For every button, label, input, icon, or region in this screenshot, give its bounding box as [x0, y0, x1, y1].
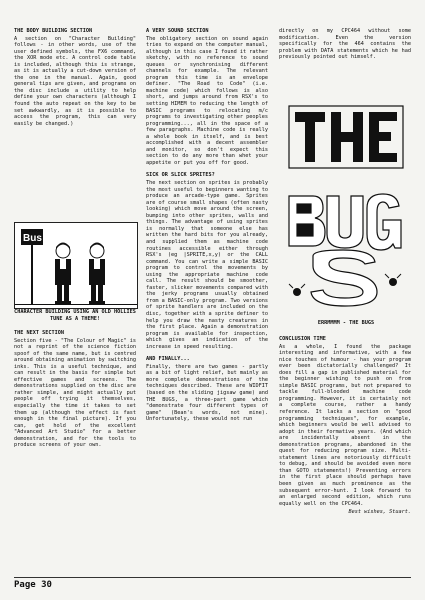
heading-body-building: THE BODY BUILDING SECTION [14, 28, 93, 34]
bus-stop-drawing [15, 223, 137, 308]
the-bugs-artwork [283, 96, 409, 316]
heading-and-finally: AND FINALLY... [146, 356, 190, 363]
heading-conclusion: CONCLUSION TIME [279, 336, 326, 342]
bus-stop-illustration [14, 222, 138, 309]
para-continued: directly on my CPC464 without some modification. Even the version specifically for the 464 contains the problem with DATA statements which he had previously pointed out himself. [279, 28, 411, 61]
para-next-section: Section five - "The Colour of Magic" is not a reprint of the science fiction spoof of the same name, but is centred around obtaining animation by switching inks. This is a useful technique, and can result in the basis for simple but effective games and screens. The demonstrations supplied on the disc are rather simple, and might actually put people off trying it themselves, especially the time it takes to set them up (although the effect is fast enough in the final picture). If you can, get hold of the excellent "Advanced Art Studio" for a better demonstration, and for the tools to produce screens of your own. [14, 337, 136, 449]
column-3-body [279, 336, 411, 516]
para-sprites: The next section on sprites is probably the most useful to beginners wanting to produce an arcade-type game. Sprites are of course small shapes (often nasty looking) which move around the screen, bumping into other sprites, walls and things. The advantage of using sprites is normally that someone else has written the hard bits for you already, and supplied them as machine code routines accessible either through RSX's (eg |SPRITE,x,y) or the CALL command. You can write a simple BASIC program to control the movements by using the appropriate machine code call. The result should be smoother, faster, slicker movements compared with the jerky programs usually obtained from a BASIC-only program. Two versions of sprite handlers are included on the disc, together with a sprite definer to help you draw the nasty creatures in the first place. Again a demonstration program is available for inspection, which gives an indication of the increase in speed resulting. [146, 180, 268, 350]
bus-sign-pole [31, 245, 33, 305]
the-word [289, 106, 403, 168]
column-3-top [279, 28, 411, 61]
para-and-finally: Finally, there are two games - partly as a bit of light relief, but mainly as more complete demonstrations of the techniques described. These are WIDFIT (based on the sliding jigsaw game) and THE BUGS, a three-part game which "demonstrate four different types of game" (Bean's words, not mine). Unfortunately, these would not run [146, 363, 268, 423]
figure-right [89, 243, 105, 305]
column-2 [146, 28, 268, 588]
the-bugs-logo [283, 96, 409, 316]
para-sound-section: The obligatory section on sound again tries to expand on the computer manual, although in this case I found it rather sketchy, with no reference to sound queues or synchronising different channels for example. The relevant program this time is an envelope definer. "The Road to Code" (i.e. machine code) which follows is also short, and jumps around from RSX's to setting HIMEM to reducing the length of BASIC programs to relocating m/c programs to investigating other peoples programming..., all in the space of a few paragraphs. Machine code is really a whole book in itself, and is best accomplished with a decent assembler and monitor, so don't expect this section to do any more than whet your appetite or put you off for good. [146, 35, 268, 166]
footer-rule [14, 577, 411, 578]
heading-next-section: THE NEXT SECTION [14, 330, 64, 336]
bus-illustration-caption: CHARACTER BUILDING USING AN OLD HOLLIES TUNE AS A THEME! [14, 309, 136, 322]
figure-left [55, 243, 71, 305]
heading-sound-section: A VERY SOUND SECTION [146, 28, 209, 34]
column-1-lower [14, 330, 136, 575]
heading-sprites: SICK OR SLICK SPRITES? [146, 172, 215, 179]
para-conclusion: As a whole, I found the package interesting and informative, with a few nice touches of humour - has your program ever been dictatorially challenged? It does fill a gap in published material for the beginner wishing to push on from simple BASIC programs, but not prepared to tackle full-blooded machine code programming. However, it is certainly not a complete course, rather a handy reference. It lacks a section on "good programming techniques", for example, which beginners would be well advised to adopt in their formative years. (And which are incidentally absent in the demonstration programs, abandoned in the quest for reducing program size. Multi-statement lines are notoriously difficult to debug, and should be avoided even more than GOTO statements!) Preventing errors in the first place should perhaps have been given as much prominence as the subsequent error-hunt. I look forward to an enlarged second edition, which runs equally well on the CPC464. [279, 343, 411, 507]
bugs-caption: ERRMMMM - THE BUGS [317, 320, 375, 326]
bugs-word [289, 194, 401, 306]
page-number: Page 30 [14, 580, 52, 590]
para-body-building: A section on "Character Building" follows - in other words, use of the user defined symbols, the FX6 command, the XOR mode etc. A control code table is included, although this is strange, as it is actually a cut-down version of the one in the manual. Again, good general tips are given, and programs on the disc include a utility to help define your own characters (although I found the auto repeat on the key to be set awkwardly, as it is possible to access the program, this can very easily be changed.) [14, 35, 136, 127]
signoff: Best wishes, Stuart. [348, 509, 411, 516]
bus-sign-text: Bus [23, 233, 42, 244]
